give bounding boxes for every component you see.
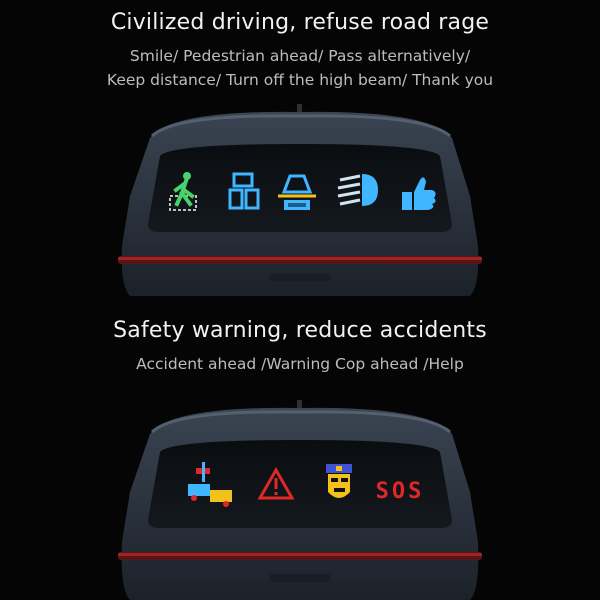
section1-subtitle (0, 44, 600, 92)
sos-text: SOS (375, 479, 425, 504)
thumbs-up-icon (402, 177, 436, 210)
warning-triangle-icon (260, 470, 292, 498)
section1-line-1: Smile/ Pedestrian ahead/ Pass alternatively/ (129, 47, 471, 65)
section2-line-1: Accident ahead /Warning Cop ahead /Help (136, 355, 464, 373)
section2-title: Safety warning, reduce accidents (113, 318, 487, 343)
car-accident-icon (188, 462, 232, 507)
keep-distance-icon (278, 176, 316, 210)
pass-alternatively-icon (230, 174, 258, 208)
pedestrian-icon (170, 172, 196, 210)
car-rear-scene-1 (0, 96, 600, 296)
police-face-icon (326, 464, 352, 498)
high-beam-off-icon (338, 174, 378, 206)
car-rear-scene-2 (0, 392, 600, 600)
section2-subtitle (0, 352, 600, 376)
led-display-1 (0, 96, 600, 296)
led-display-2 (0, 392, 600, 600)
section1-title: Civilized driving, refuse road rage (110, 10, 490, 35)
section1-line-2: Keep distance/ Turn off the high beam/ Thank you (106, 71, 494, 89)
